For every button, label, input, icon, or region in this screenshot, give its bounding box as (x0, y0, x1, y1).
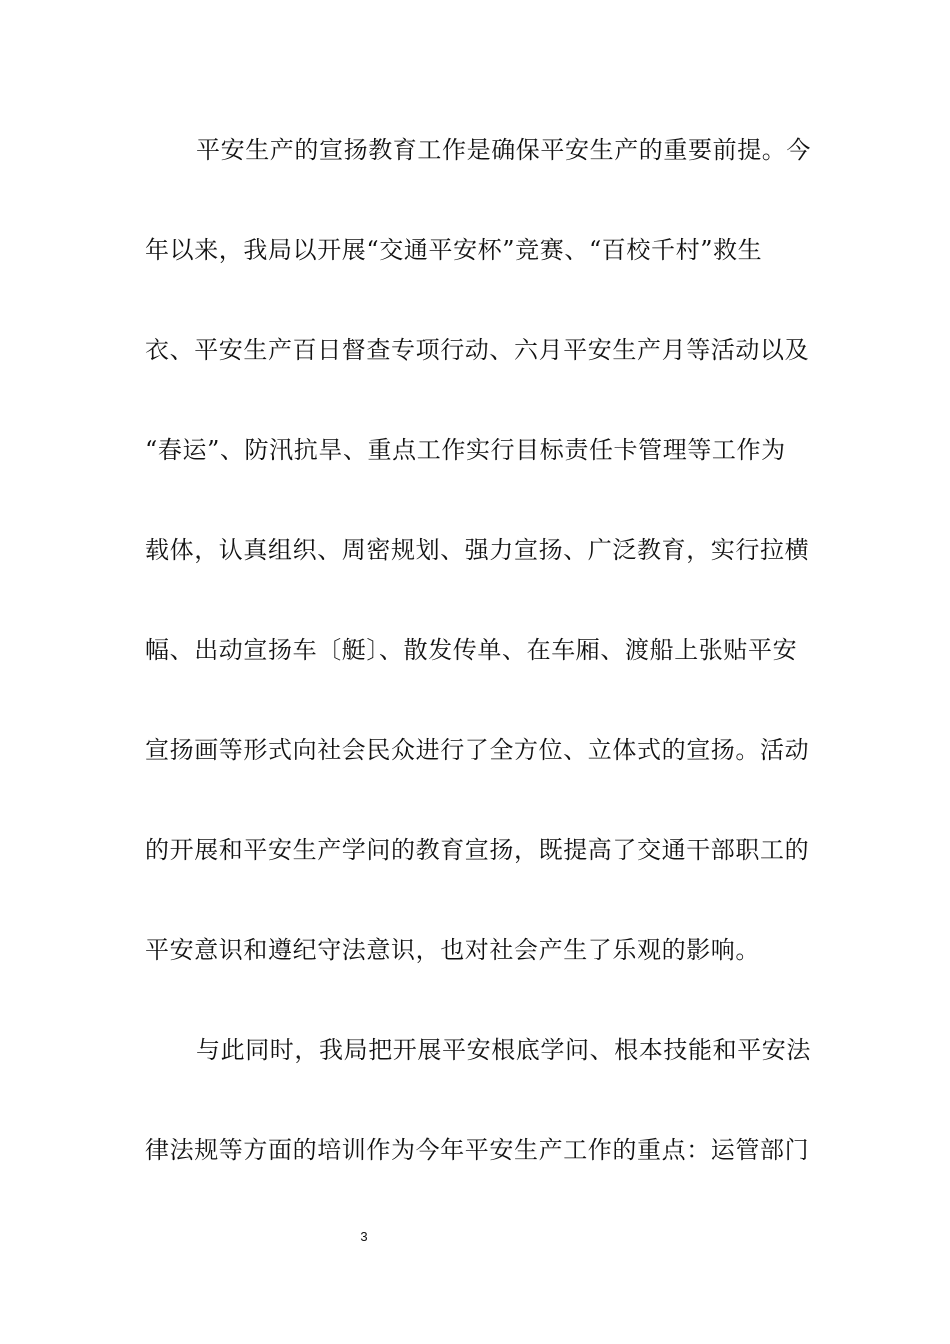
paragraph-1-line-4: “春运”、防汛抗旱、重点工作实行目标责任卡管理等工作为 (145, 436, 786, 464)
paragraph-1-line-2: 年以来，我局以开展“交通平安杯”竞赛、“百校千村”救生 (145, 236, 763, 264)
paragraph-2-line-1: 与此同时，我局把开展平安根底学问、根本技能和平安法 (196, 1036, 811, 1064)
paragraph-2-line-2: 律法规等方面的培训作为今年平安生产工作的重点：运管部门 (145, 1136, 810, 1164)
paragraph-1-line-6: 幅、出动宣扬车〔艇〕、散发传单、在车厢、渡船上张贴平安 (145, 636, 798, 664)
paragraph-1-line-5: 载体，认真组织、周密规划、强力宣扬、广泛教育，实行拉横 (145, 536, 810, 564)
page-number: 3 (360, 1229, 368, 1244)
paragraph-1-line-9: 平安意识和遵纪守法意识，也对社会产生了乐观的影响。 (145, 936, 760, 964)
paragraph-1-line-1: 平安生产的宣扬教育工作是确保平安生产的重要前提。今 (196, 136, 811, 164)
paragraph-1-line-3: 衣、平安生产百日督查专项行动、六月平安生产月等活动以及 (145, 336, 810, 364)
paragraph-1-line-8: 的开展和平安生产学问的教育宣扬，既提高了交通干部职工的 (145, 836, 810, 864)
paragraph-1-line-7: 宣扬画等形式向社会民众进行了全方位、立体式的宣扬。活动 (145, 736, 810, 764)
